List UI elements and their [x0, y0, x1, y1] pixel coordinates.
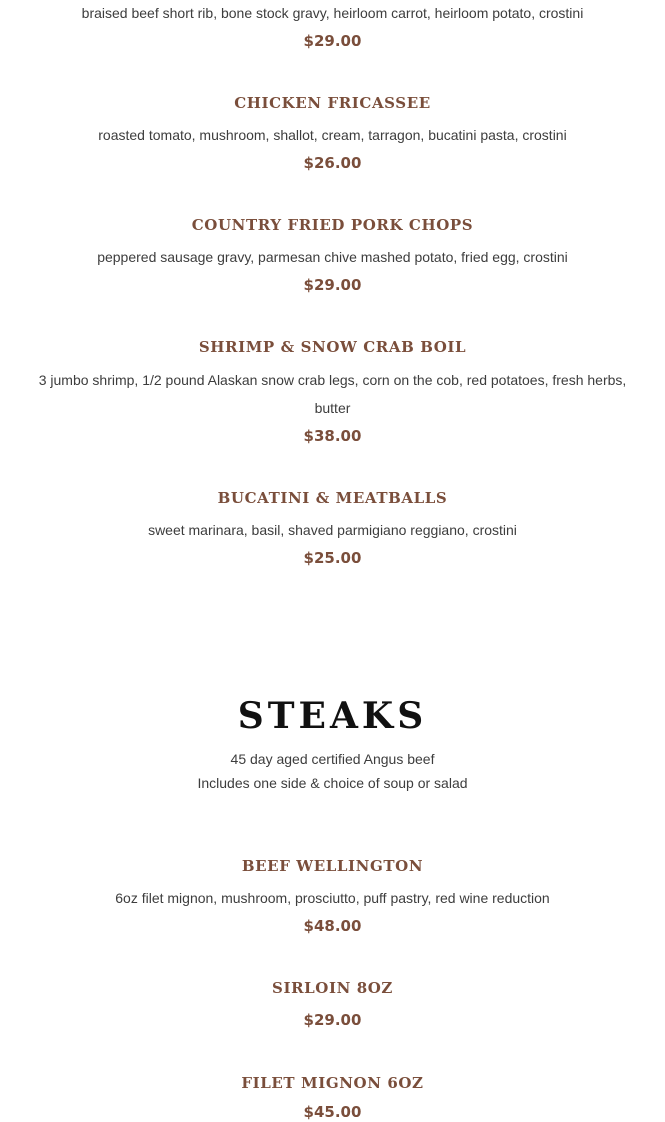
menu-item-name: BUCATINI & MEATBALLS — [217, 489, 448, 507]
section-subtitle: 45 day aged certified Angus beef — [230, 751, 435, 767]
menu-item-price: $45.00 — [303, 1103, 362, 1121]
menu-item-price: $48.00 — [303, 917, 362, 935]
menu-item-name: SHRIMP & SNOW CRAB BOIL — [198, 338, 467, 356]
menu-item-description: sweet marinara, basil, shaved parmigiano reggiano, crostini — [148, 522, 517, 538]
menu-item-name: BEEF WELLINGTON — [241, 857, 424, 875]
menu-item-price: $29.00 — [303, 276, 362, 294]
menu-item-description: roasted tomato, mushroom, shallot, cream, tarragon, bucatini pasta, crostini — [98, 127, 567, 143]
section-subtitle: Includes one side & choice of soup or salad — [197, 775, 468, 791]
menu-item-name: FILET MIGNON 6OZ — [241, 1074, 424, 1092]
menu-item-name: CHICKEN FRICASSEE — [234, 94, 431, 112]
menu-item-description: peppered sausage gravy, parmesan chive mashed potato, fried egg, crostini — [97, 249, 568, 265]
menu-item-description: braised beef short rib, bone stock gravy, heirloom carrot, heirloom potato, crostini — [81, 5, 584, 21]
menu-item-price: $25.00 — [303, 549, 362, 567]
section-title: STEAKS — [237, 695, 428, 737]
menu-item-price: $29.00 — [303, 32, 362, 50]
menu-item-name: COUNTRY FRIED PORK CHOPS — [191, 216, 474, 234]
menu-item-price: $29.00 — [303, 1011, 362, 1029]
menu-item-name: SIRLOIN 8OZ — [272, 979, 393, 997]
menu-item-price: $26.00 — [303, 154, 362, 172]
menu-item-description: 6oz filet mignon, mushroom, prosciutto, puff pastry, red wine reduction — [115, 890, 550, 906]
menu-item-description: 3 jumbo shrimp, 1/2 pound Alaskan snow crab legs, corn on the cob, red potatoes, fresh herbs, butter — [38, 372, 627, 416]
menu-item-price: $38.00 — [303, 427, 362, 445]
